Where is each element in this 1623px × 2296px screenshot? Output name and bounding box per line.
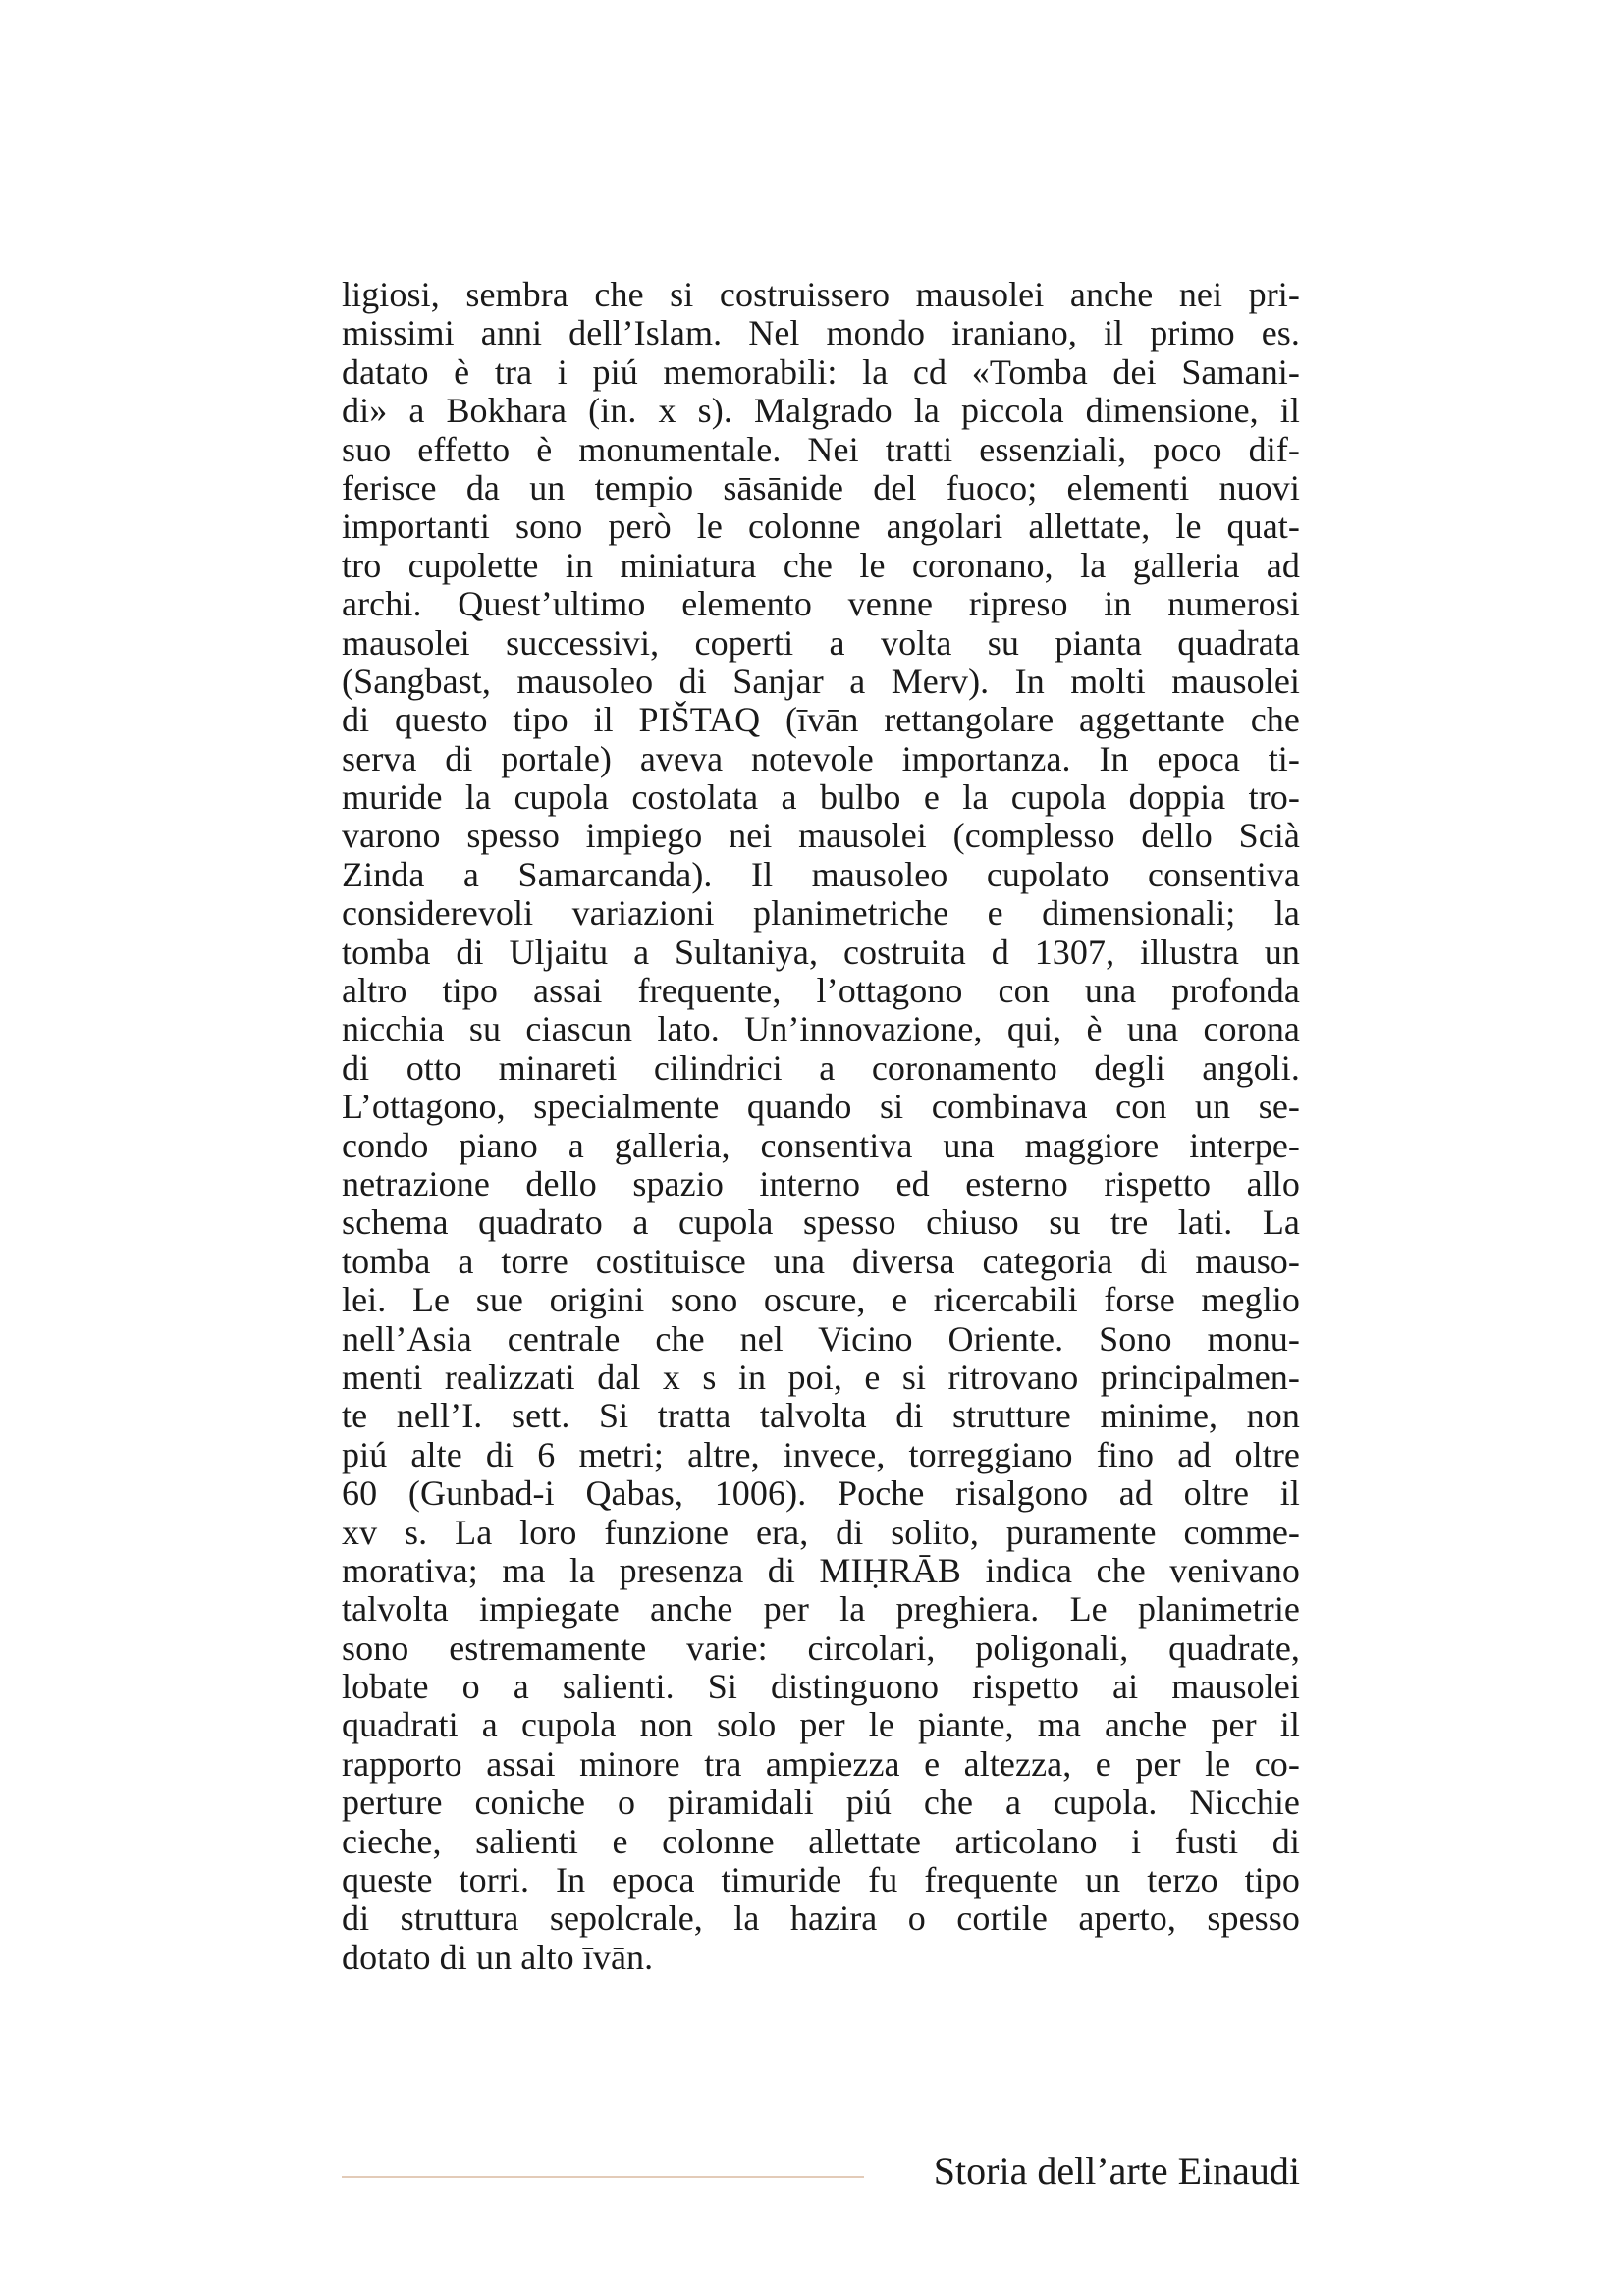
text-line: lei. Le sue origini sono oscure, e ricercabili forse meglio — [342, 1280, 1300, 1320]
text-line: dotato di un alto īvān. — [342, 1937, 654, 1977]
text-line: di» a Bokhara (in. x s). Malgrado la piccola dimensione, il — [342, 391, 1300, 431]
text-line: ligiosi, sembra che si costruissero mausolei anche nei pri- — [342, 275, 1300, 314]
text-line: di struttura sepolcrale, la hazira o cortile aperto, spesso — [342, 1898, 1300, 1939]
text-line: considerevoli variazioni planimetriche e dimensionali; la — [342, 893, 1300, 934]
text-line: di otto minareti cilindrici a coronamento degli angoli. — [342, 1047, 1300, 1088]
text-line: te nell’I. sett. Si tratta talvolta di strutture minime, non — [342, 1396, 1300, 1436]
text-line: muride la cupola costolata a bulbo e la cupola doppia tro- — [342, 777, 1300, 818]
text-line: lobate o a salienti. Si distinguono rispetto ai mausolei — [342, 1667, 1300, 1707]
text-line: perture coniche o piramidali piú che a cupola. Nicchie — [342, 1783, 1300, 1823]
text-line: Zinda a Samarcanda). Il mausoleo cupolato consentiva — [342, 854, 1300, 894]
footer-rule — [342, 2176, 864, 2178]
text-line: serva di portale) aveva notevole importanza. In epoca ti- — [342, 738, 1300, 778]
text-line: suo effetto è monumentale. Nei tratti essenziali, poco dif- — [342, 429, 1300, 469]
text-line: quadrati a cupola non solo per le piante, ma anche per il — [342, 1705, 1300, 1745]
text-line: netrazione dello spazio interno ed esterno rispetto allo — [342, 1163, 1300, 1203]
text-line: archi. Quest’ultimo elemento venne ripreso in numerosi — [342, 584, 1300, 624]
text-line: varono spesso impiego nei mausolei (complesso dello Scià — [342, 816, 1300, 856]
text-line: condo piano a galleria, consentiva una maggiore interpe- — [342, 1125, 1300, 1165]
footer-title: Storia dell’arte Einaudi — [933, 2149, 1300, 2193]
text-line: sono estremamente varie: circolari, poligonali, quadrate, — [342, 1628, 1300, 1668]
text-line: morativa; ma la presenza di MIḤRĀB indica che venivano — [342, 1550, 1300, 1590]
text-line: 60 (Gunbad-i Qabas, 1006). Poche risalgono ad oltre il — [342, 1473, 1300, 1514]
text-line: L’ottagono, specialmente quando si combinava con un se- — [342, 1087, 1300, 1127]
text-line: importanti sono però le colonne angolari allettate, le quat- — [342, 507, 1300, 547]
text-line: nicchia su ciascun lato. Un’innovazione, qui, è una corona — [342, 1009, 1300, 1049]
text-line: ferisce da un tempio sāsānide del fuoco; elementi nuovi — [342, 467, 1300, 507]
text-line: (Sangbast, mausoleo di Sanjar a Merv). In molti mausolei — [342, 661, 1300, 701]
text-line: tomba di Uljaitu a Sultaniya, costruita d 1307, illustra un — [342, 932, 1300, 972]
text-line: queste torri. In epoca timuride fu frequente un terzo tipo — [342, 1860, 1300, 1900]
text-line: tro cupolette in miniatura che le coronano, la galleria ad — [342, 545, 1300, 585]
text-line: missimi anni dell’Islam. Nel mondo iraniano, il primo es. — [342, 313, 1300, 353]
body-text — [342, 276, 1300, 1977]
text-line: mausolei successivi, coperti a volta su pianta quadrata — [342, 622, 1300, 663]
text-line: schema quadrato a cupola spesso chiuso su tre lati. La — [342, 1202, 1300, 1243]
text-line: altro tipo assai frequente, l’ottagono con una profonda — [342, 971, 1300, 1011]
text-line: tomba a torre costituisce una diversa categoria di mauso- — [342, 1241, 1300, 1281]
text-line: di questo tipo il PIŠTAQ (īvān rettangolare aggettante che — [342, 700, 1300, 740]
text-line: talvolta impiegate anche per la preghiera. Le planimetrie — [342, 1589, 1300, 1629]
text-line: nell’Asia centrale che nel Vicino Oriente. Sono monu- — [342, 1318, 1300, 1359]
text-line: datato è tra i piú memorabili: la cd «Tomba dei Samani- — [342, 351, 1300, 392]
text-line: menti realizzati dal x s in poi, e si ritrovano principalmen- — [342, 1357, 1300, 1397]
text-line: cieche, salienti e colonne allettate articolano i fusti di — [342, 1821, 1300, 1861]
text-line: rapporto assai minore tra ampiezza e altezza, e per le co- — [342, 1743, 1300, 1784]
text-line: xv s. La loro funzione era, di solito, puramente comme- — [342, 1512, 1300, 1552]
text-line: piú alte di 6 metri; altre, invece, torreggiano fino ad oltre — [342, 1434, 1300, 1474]
